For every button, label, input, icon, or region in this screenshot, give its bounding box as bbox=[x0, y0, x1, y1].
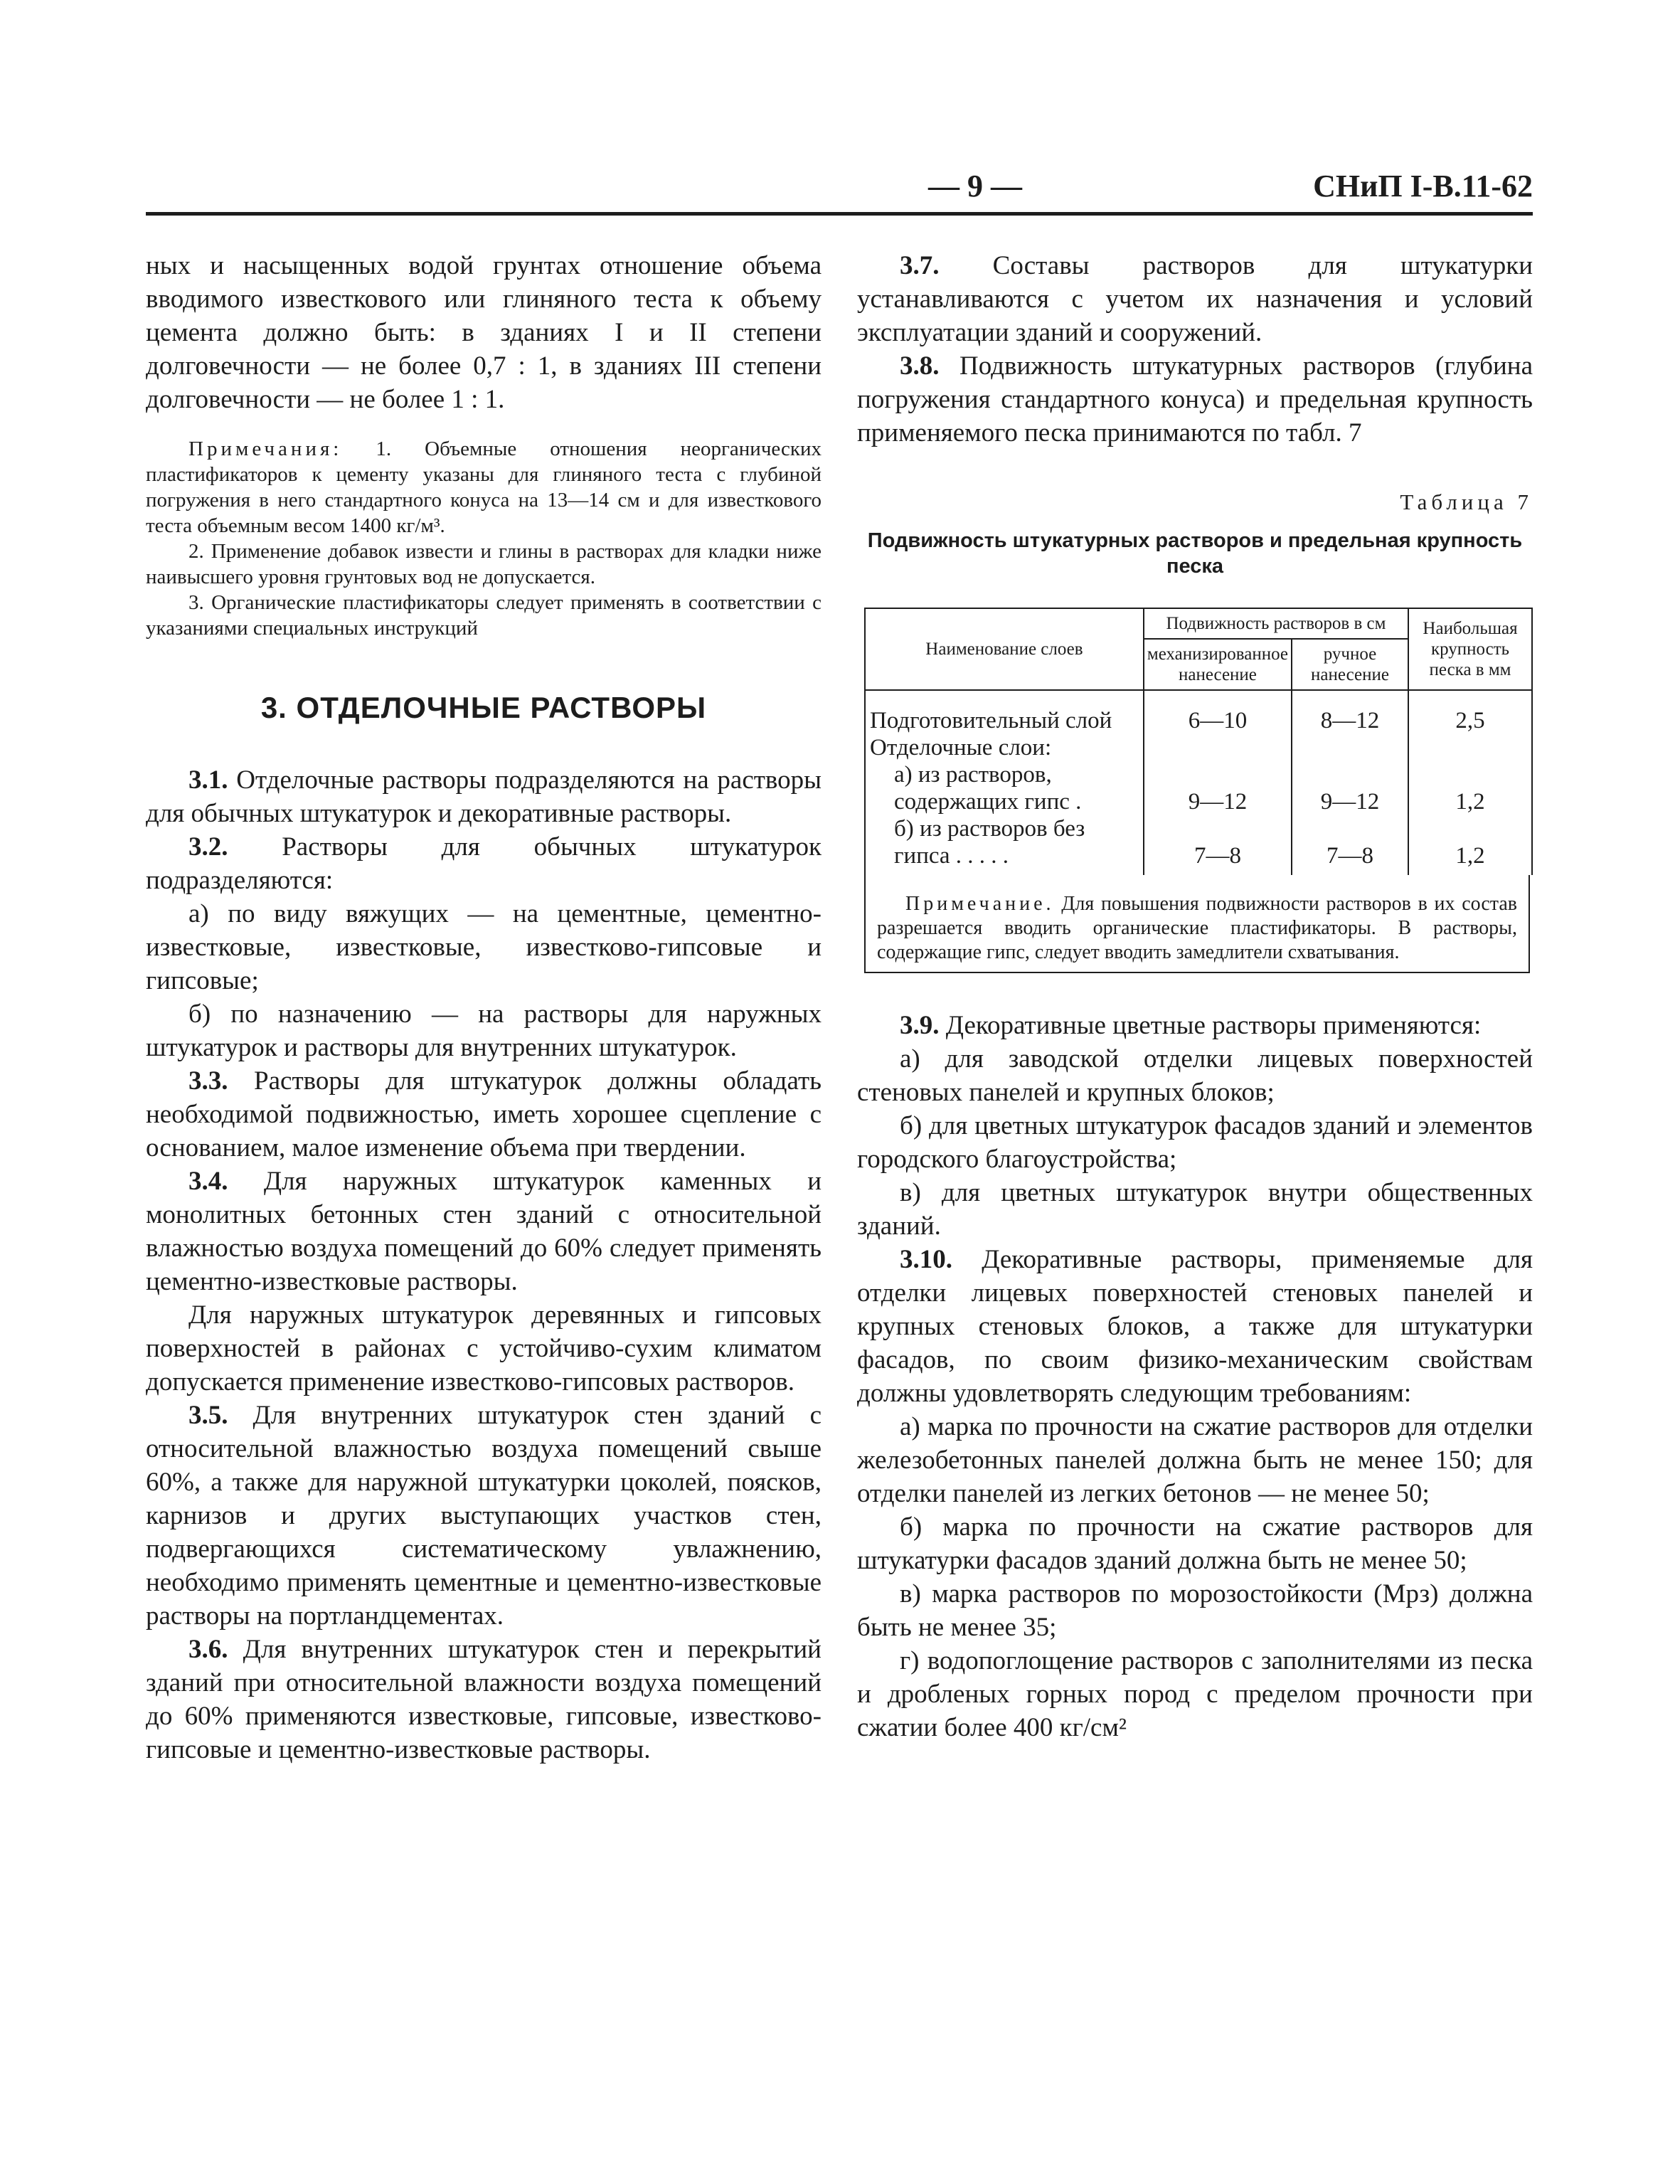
paragraph-3-1 bbox=[146, 763, 822, 830]
note-3: 3. Органические пластификаторы следует применять в соответствии с указаниями специальных инструкций bbox=[146, 591, 822, 640]
table-note bbox=[864, 875, 1530, 973]
paragraph-3-10-a: а) марка по прочности на сжатие растворов для отделки железобетонных панелей должна быть не менее 150; для отделки панелей из легких бетонов — не менее 50; bbox=[857, 1412, 1533, 1508]
paragraph-3-2-a: а) по виду вяжущих — на цементные, цементно-известковые, известковые, известково-гипсовые и гипсовые; bbox=[146, 899, 822, 995]
clause-number: 3.5. bbox=[188, 1401, 228, 1430]
cell-sand: 1,2 bbox=[1408, 761, 1532, 815]
section-title: 3. ОТДЕЛОЧНЫЕ РАСТВОРЫ bbox=[260, 691, 707, 724]
paragraph-3-10-c: в) марка растворов по морозостойкости (Мрз) должна быть не менее 35; bbox=[857, 1579, 1533, 1642]
paragraph-3-10 bbox=[857, 1243, 1533, 1410]
clause-text: Растворы для обычных штукатурок подразделяются: bbox=[146, 832, 822, 895]
page-number: — 9 — bbox=[928, 169, 1022, 203]
cell-sand: 2,5 bbox=[1408, 690, 1532, 734]
cell-name: Подготовительный слой bbox=[865, 690, 1144, 734]
paragraph-3-10-b: б) марка по прочности на сжатие растворов для штукатурки фасадов зданий должна быть не менее 50; bbox=[857, 1512, 1533, 1575]
clause-number: 3.7. bbox=[900, 251, 940, 280]
left-column bbox=[146, 249, 822, 1766]
paragraph-3-2-b: б) по назначению — на растворы для наружных штукатурок и растворы для внутренних штукатурок. bbox=[146, 1000, 822, 1062]
paragraph-3-5 bbox=[146, 1399, 822, 1633]
table-row bbox=[865, 690, 1532, 734]
cell-manual: 9—12 bbox=[1292, 761, 1408, 815]
cell-name: Отделочные слои: bbox=[865, 734, 1144, 761]
clause-text: Для наружных штукатурок каменных и монолитных бетонных стен зданий с относительной влажностью воздуха помещений до 60% следует применять цементно-известковые растворы. bbox=[146, 1167, 822, 1296]
paragraph-intro: ных и насыщенных водой грунтах отношение объема вводимого известкового или глиняного теста к объему цемента должно быть: в зданиях I и II степени долговечности — не более 0,7 : 1, в зданиях III степени долговечности — не более 1 : 1. bbox=[146, 251, 822, 414]
note-2: 2. Применение добавок извести и глины в растворах для кладки ниже наивысшего уровня грунтовых вод не допускается. bbox=[146, 540, 822, 588]
paragraph-3-4-b: Для наружных штукатурок деревянных и гипсовых поверхностей в районах с устойчиво-сухим климатом допускается применение известково-гипсовых растворов. bbox=[146, 1300, 822, 1396]
cell-mech: 7—8 bbox=[1144, 815, 1292, 875]
paragraph-3-3 bbox=[146, 1064, 822, 1165]
clause-text: Для внутренних штукатурок стен и перекрытий зданий при относительной влажности воздуха помещений до 60% применяются известковые, гипсовые, известково-гипсовые и цементно-известковые растворы. bbox=[146, 1635, 822, 1764]
paragraph-3-9-a: а) для заводской отделки лицевых поверхностей стеновых панелей и крупных блоков; bbox=[857, 1044, 1533, 1107]
cell-manual: 7—8 bbox=[1292, 815, 1408, 875]
document-code: СНиП I-В.11-62 bbox=[1313, 169, 1533, 203]
clause-number: 3.4. bbox=[188, 1167, 228, 1196]
header-mechanized: механизированное нанесение bbox=[1144, 639, 1292, 690]
cell-mech: 9—12 bbox=[1144, 761, 1292, 815]
paragraph-3-10-d: г) водопоглощение растворов с заполнителями из песка и дробленых горных пород с пределом прочности при сжатии более 400 кг/см² bbox=[857, 1646, 1533, 1742]
clause-number: 3.3. bbox=[188, 1066, 228, 1096]
header-manual: ручное нанесение bbox=[1292, 639, 1408, 690]
clause-text: Для внутренних штукатурок стен зданий с относительной влажностью воздуха помещений свыше 60%, а также для наружной штукатурки цоколей, поясков, карнизов и других выступающих участков стен, подвергающихся систематическому увлажнению, необходимо применять цементные и цементно-известковые растворы на портландцементах. bbox=[146, 1401, 822, 1631]
note-1 bbox=[146, 436, 822, 539]
table-title: Подвижность штукатурных растворов и предельная крупность песка bbox=[867, 529, 1523, 578]
cell-name: а) из растворов, содержащих гипс . bbox=[865, 761, 1144, 815]
paragraph-3-4 bbox=[146, 1165, 822, 1298]
cell-name: б) из растворов без гипса . . . . . bbox=[865, 815, 1144, 875]
table-note-body: Для повышения подвижности растворов в их состав разрешается вводить органические пластификаторы. В растворы, содержащие гипс, следует вводить замедлители схватывания. bbox=[877, 893, 1517, 963]
note-1-text: 1. Объемные отношения неорганических пластификаторов к цементу указаны для глиняного теста с глубиной погружения в него стандартного конуса на 13—14 см и для известкового теста объемным весом 1400 кг/м³. bbox=[146, 438, 822, 537]
paragraph-3-6 bbox=[146, 1633, 822, 1766]
clause-number: 3.10. bbox=[900, 1245, 952, 1274]
notes-label: Примечания: bbox=[188, 438, 343, 460]
paragraph-3-8 bbox=[857, 349, 1533, 450]
clause-text: Составы растворов для штукатурки устанавливаются с учетом их назначения и условий эксплуатации зданий и сооружений. bbox=[857, 251, 1533, 347]
cell-manual: 8—12 bbox=[1292, 690, 1408, 734]
header-sand-size: Наибольшая крупность песка в мм bbox=[1408, 608, 1532, 690]
page-header bbox=[146, 168, 1533, 211]
header-layer-name: Наименование слоев bbox=[865, 608, 1144, 690]
paragraph-3-2 bbox=[146, 830, 822, 897]
clause-number: 3.1. bbox=[188, 765, 228, 795]
clause-text: Отделочные растворы подразделяются на растворы для обычных штукатурок и декоративные растворы. bbox=[146, 765, 822, 828]
header-rule bbox=[146, 212, 1533, 216]
cell-sand bbox=[1408, 734, 1532, 761]
table-row bbox=[865, 761, 1532, 815]
cell-sand: 1,2 bbox=[1408, 815, 1532, 875]
paragraph-3-9-b: б) для цветных штукатурок фасадов зданий и элементов городского благоустройства; bbox=[857, 1111, 1533, 1174]
spacer bbox=[857, 973, 1533, 1009]
cell-mech: 6—10 bbox=[1144, 690, 1292, 734]
clause-text: Декоративные цветные растворы применяются: bbox=[939, 1011, 1482, 1040]
clause-number: 3.8. bbox=[900, 351, 940, 381]
cell-manual bbox=[1292, 734, 1408, 761]
paragraph-3-9-c: в) для цветных штукатурок внутри общественных зданий. bbox=[857, 1178, 1533, 1241]
table-7 bbox=[864, 608, 1533, 875]
right-column bbox=[857, 249, 1533, 1744]
cell-mech bbox=[1144, 734, 1292, 761]
table-note-text bbox=[877, 892, 1517, 965]
header-mobility: Подвижность растворов в см bbox=[1144, 608, 1408, 639]
paragraph-3-9 bbox=[857, 1009, 1533, 1042]
table-row bbox=[865, 734, 1532, 761]
clause-number: 3.6. bbox=[188, 1635, 228, 1664]
table-note-label: Примечание. bbox=[905, 893, 1055, 915]
notes-block bbox=[146, 436, 822, 641]
table-row bbox=[865, 815, 1532, 875]
clause-text: Декоративные растворы, применяемые для отделки лицевых поверхностей стеновых панелей и крупных стеновых блоков, а также для штукатурки фасадов, по своим физико-механическим свойствам должны удовлетворять следующим требованиям: bbox=[857, 1245, 1533, 1408]
paragraph-3-7 bbox=[857, 249, 1533, 349]
table-caption: Таблица 7 bbox=[1400, 489, 1533, 514]
clause-number: 3.2. bbox=[188, 832, 228, 862]
clause-text: Растворы для штукатурок должны обладать необходимой подвижностью, иметь хорошее сцепление с основанием, малое изменение объема при твердении. bbox=[146, 1066, 822, 1162]
clause-number: 3.9. bbox=[900, 1011, 940, 1040]
clause-text: Подвижность штукатурных растворов (глубина погружения стандартного конуса) и предельная крупность применяемого песка принимаются по табл. 7 bbox=[857, 351, 1533, 447]
